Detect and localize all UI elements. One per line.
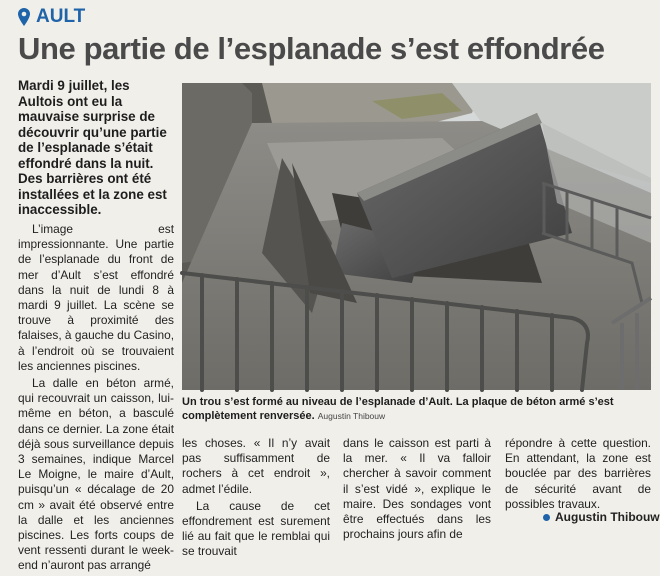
location-pin-icon [18,8,30,26]
section-location: AULT [36,6,86,27]
body-paragraph: répondre à cette question. En attendant, la zone est bouclée par des barrières de sécurité avant de possibles travaux. [505,436,651,511]
article-column-4 [505,436,651,514]
lede-paragraph: Mardi 9 juillet, les Aultois ont eu la mauvaise surprise de découvrir qu’une partie de l’esplanade s’était effondré dans la nuit. Des barrières ont été installées et la zone est inaccessible. [18,78,167,217]
headline: Une partie de l’esplanade s’est effondrée [18,31,605,66]
article-column-3 [343,436,491,544]
body-paragraph: La cause de cet effondrement est surement lié au fait que le remblai qui se trouvait [182,498,330,559]
section-header [18,6,85,28]
article-photo [182,83,651,390]
body-paragraph: les choses. « Il n’y avait pas suffisamment de rochers à cet endroit », admet l’édile. [182,436,330,496]
author-name: Augustin Thibouw [555,510,660,524]
bullet-icon [543,514,550,521]
photo-caption [182,396,651,423]
article-column-1 [18,222,174,576]
caption-text: Un trou s’est formé au niveau de l’esplanade d’Ault. La plaque de béton armé s’est complètement renversée. [182,396,614,422]
author-signature [543,510,660,524]
body-paragraph: L’image est impressionnante. Une partie de l’esplanade du front de mer d’Ault s’est effondré dans la nuit de lundi 8 à mardi 9 juillet. La scène se trouve à proximité des falaises, à gauche du Casino, à l’endroit où se trouvaient les anciennes piscines. [18,222,175,373]
article-column-2 [182,436,330,562]
body-paragraph: La dalle en béton armé, qui recouvrait un caisson, lui-même en béton, a basculé dans ce dernier. La zone était déjà sous surveillance depuis 3 semaines, indique Marcel Le Moigne, le maire d’Ault, puisqu’un « décalage de 20 cm » avait été observé entre la dalle et les anciennes piscines. Les forts coups de vent ressenti durant le week-end n’auront pas arrangé [18,376,175,573]
collapsed-esplanade-photo [182,83,651,390]
body-paragraph: dans le caisson est parti à la mer. « Il va falloir chercher à savoir comment il s’est vidé », explique le maire. Des sondages vont être effectués dans les prochains jours afin de [343,436,491,542]
photo-credit: Augustin Thibouw [317,410,386,421]
